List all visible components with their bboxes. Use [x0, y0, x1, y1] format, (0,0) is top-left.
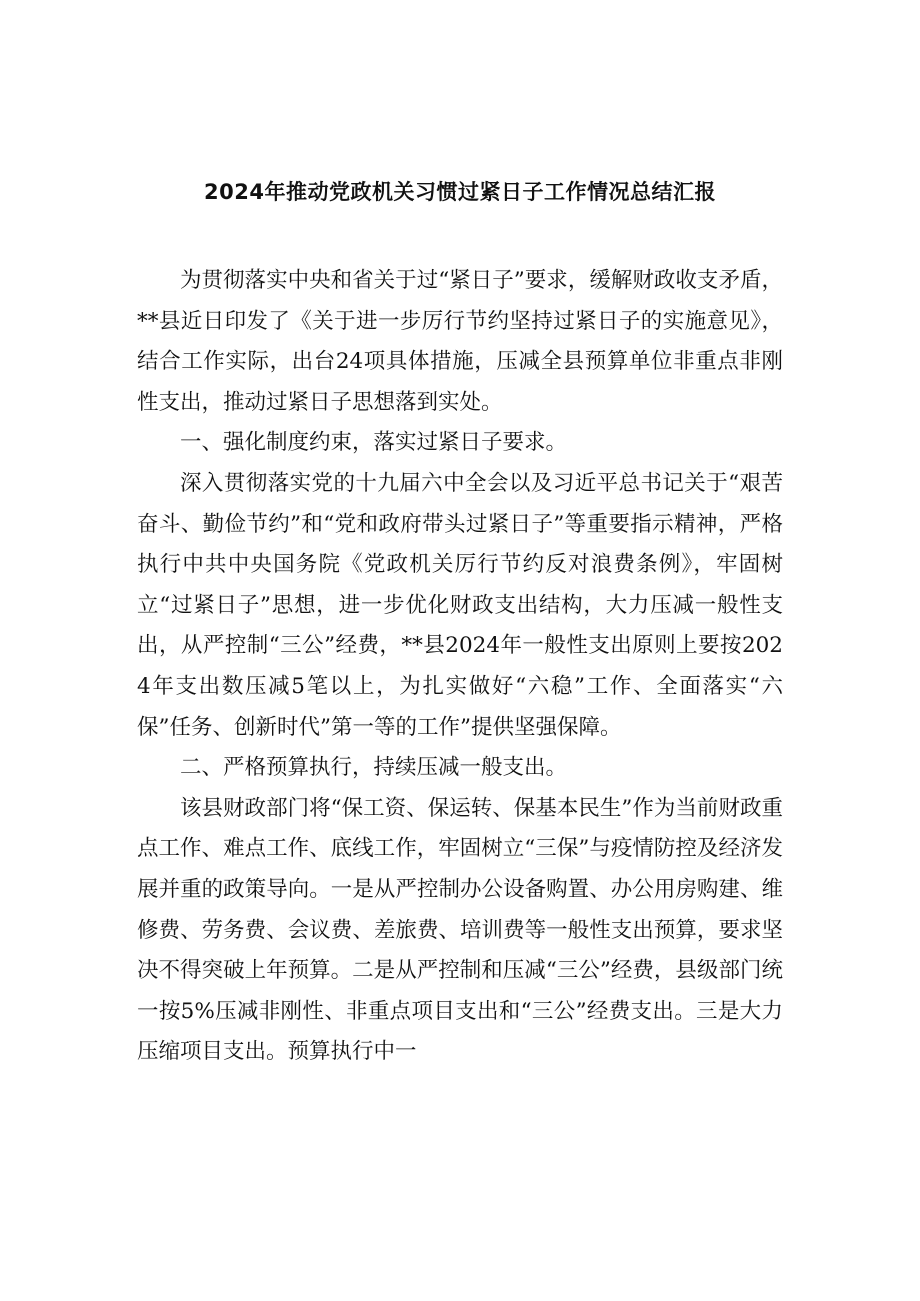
document-body: [137, 261, 783, 1073]
paragraph-section-1: 深入贯彻落实党的十九届六中全会以及习近平总书记关于“艰苦奋斗、勤俭节约”和“党和政府带头过紧日子”等重要指示精神，严格执行中共中央国务院《党政机关厉行节约反对浪费条例》，牢固树立“过紧日子”思想，进一步优化财政支出结构，大力压减一般性支出，从严控制“三公”经费，**县2024年一般性支出原则上要按2024年支出数压减5笔以上，为扎实做好“六稳”工作、全面落实“六保”任务、创新时代”第一等的工作”提供坚强保障。: [137, 470, 783, 740]
section-heading-1: 一、强化制度约束，落实过紧日子要求。: [180, 430, 568, 456]
paragraph-section-2: 该县财政部门将“保工资、保运转、保基本民生”作为当前财政重点工作、难点工作、底线工作，牢固树立“三保”与疫情防控及经济发展并重的政策导向。一是从严控制办公设备购置、办公用房购建、维修费、劳务费、会议费、差旅费、培训费等一般性支出预算，要求坚决不得突破上年预算。二是从严控制和压减“三公”经费，县级部门统一按5%压减非刚性、非重点项目支出和“三公”经费支出。三是大力压缩项目支出。预算执行中一: [137, 795, 783, 1065]
paragraph-intro: 为贯彻落实中央和省关于过“紧日子”要求，缓解财政收支矛盾，**县近日印发了《关于进一步厉行节约坚持过紧日子的实施意见》，结合工作实际，出台24项具体措施，压减全县预算单位非重点非刚性支出，推动过紧日子思想落到实处。: [137, 268, 783, 415]
document-title: 2024年推动党政机关习惯过紧日子工作情况总结汇报: [204, 180, 716, 204]
section-heading-2: 二、严格预算执行，持续压减一般支出。: [180, 755, 568, 781]
